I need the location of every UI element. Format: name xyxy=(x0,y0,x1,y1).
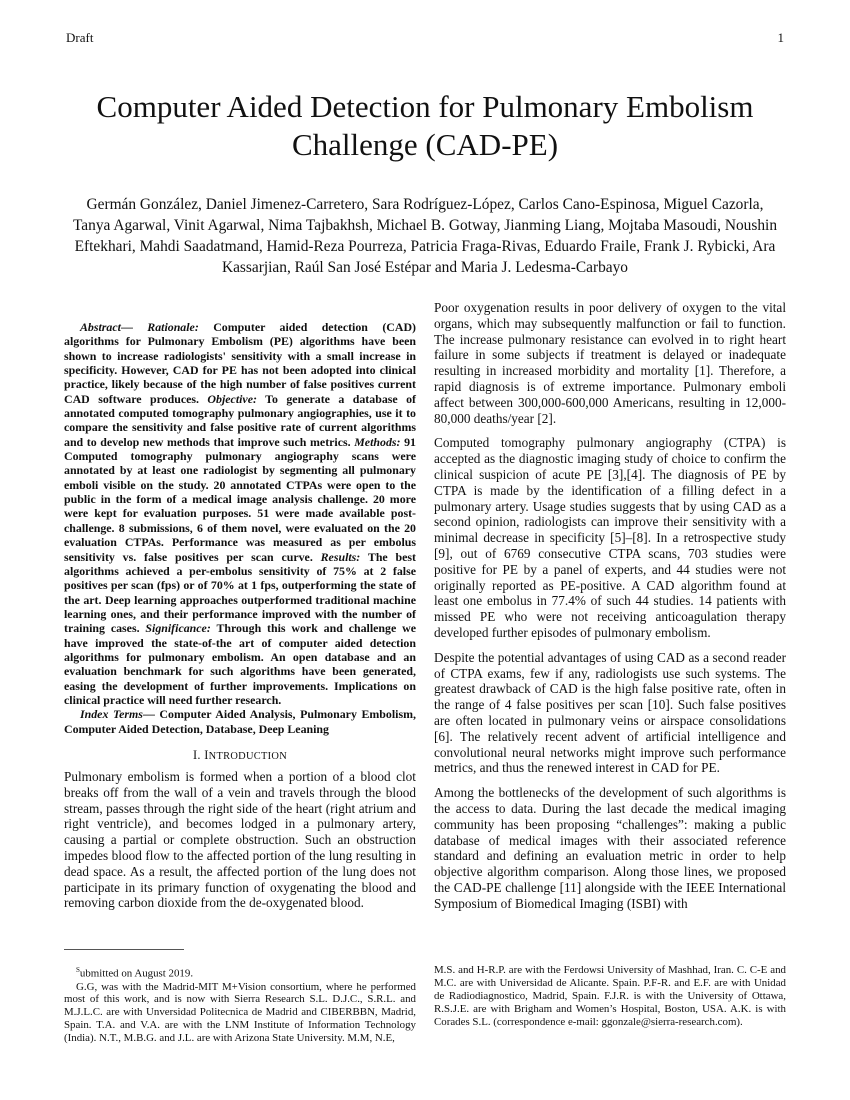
intro-paragraph: Pulmonary embolism is formed when a portion of a blood clot breaks off from the wall of a vein and travels through the blood stream, passes through the right side of the heart (right atrium and right ventricle), and becomes lodged in a pulmonary artery, causing a partial or complete obstruction. Such an obstruction impedes blood flow to the affected portion of the lung resulting in dead space. As a result, the affected portion of the lung does not participate in its primary function of oxygenating the blood and removing carbon dioxide from the de-oxygenated blood. xyxy=(64,768,416,911)
footnote-affiliations-continued: M.S. and H-R.P. are with the Ferdowsi University of Mashhad, Iran. C. C-E and M.C. are with Universidad de Alicante. Spain. P.F-R. and E.F. are with Unidad de Radiodiagnostico, Madrid, Spain. F.J.R. is with the University of Ottawa, R.S.J.E. are with Brigham and Women’s Hospital, Boston, USA. A.K. is with Corades S.L. (correspondence e-mail: ggonzale@sierra-research.com). xyxy=(434,964,786,1028)
section-first-letter: I xyxy=(204,747,209,762)
body-paragraph: Poor oxygenation results in poor delivery of oxygen to the vital organs, which may subsequently malfunction or fail to function. The increase pulmonary resistance can evolved in to right heart failure in some subjects if treatment is delayed or inadequate resulting in increased morbidity and mortality [1]. Therefore, a rapid diagnosis is of extreme importance. Pulmonary emboli affect between 300,000-600,000 Americans, resulting in 12,000-80,000 deaths/year [2]. xyxy=(434,300,786,426)
methods-label: Methods: xyxy=(354,434,401,449)
author-list: Germán González, Daniel Jimenez-Carretero, Sara Rodríguez-López, Carlos Cano-Espinosa, Miguel Cazorla, Tanya Agarwal, Vinit Agarwal, Nima Tajbakhsh, Michael B. Gotway, Jianming Liang, Mojtaba Masoudi, Noushin Eftekhari, Mahdi Saadatmand, Hamid-Reza Pourreza, Patricia Fraga-Rivas, Eduardo Fraile, Frank J. Rybicki, Ara Kassarjian, Raúl San José Estépar and Maria J. Ledesma-Carbayo xyxy=(72,196,778,276)
page-number: 1 xyxy=(777,30,784,45)
significance-text: Through this work and challenge we have improved the state-of-the art of computer aided detection algorithms for pulmonary embolism. An open database and an evaluation benchmark for such algorithms have been generated, easing the development of further improvements. Implications on clinical practice will need further research. xyxy=(64,621,416,707)
right-column xyxy=(434,300,786,920)
abstract xyxy=(64,320,416,707)
results-text: The best algorithms achieved a per-embolus sensitivity of 75% at 2 false positives per scan (fps) or of 70% at 1 fps, outperforming the state of the art. Deep learning approaches outperformed traditional machine learning ones, and their performance improved with the number of training cases. xyxy=(64,549,416,636)
section-numeral: I. xyxy=(192,747,205,762)
running-header-draft: Draft xyxy=(66,30,94,45)
rationale-text: Computer aided detection (CAD) algorithms for Pulmonary Embolism (PE) algorithms have been shown to increase radiologists' sensitivity with a small increase in specificity. However, CAD for PE has not been adopted into clinical practice, likely because of the high number of false positives current CAD software produces. xyxy=(64,320,416,406)
footnote-left xyxy=(64,964,416,1045)
body-paragraph: Among the bottlenecks of the development of such algorithms is the access to data. During the last decade the medical imaging community has been proposing “challenges”: making a public database of medical images with their associated reference standard and defining an evaluation metric in order to help objective algorithm comparison. Along those lines, we proposed the CAD-PE challenge [11] alongside with the IEEE International Symposium of Biomedical Imaging (ISBI) with xyxy=(434,785,786,911)
section-heading-introduction xyxy=(64,748,416,763)
abstract-dash: — xyxy=(120,320,148,334)
objective-label: Objective: xyxy=(207,391,257,406)
footnote-submitted xyxy=(64,964,416,981)
body-paragraph: Despite the potential advantages of using CAD as a second reader of CTPA exams, few if any, radiologists use such systems. The greatest drawback of CAD is the high false positive rate, often in the range of 4 false positives per scan [10]. Such false positives are often located in pulmonary veins or airspace consolidations [6]. The relatively recent advent of artificial intelligence and convolutional neural networks might improve such performance metrics, and thus the renewed interest in CAD for PE. xyxy=(434,649,786,776)
paper-title: Computer Aided Detection for Pulmonary Embolism Challenge (CAD-PE) xyxy=(96,89,754,162)
index-terms-label: Index Terms xyxy=(80,707,143,722)
footnote-rule xyxy=(64,949,184,950)
footnote-right xyxy=(434,964,786,1029)
significance-label: Significance: xyxy=(145,621,211,636)
footnote-submitted-text: ubmitted on August 2019. xyxy=(79,967,194,980)
section-title-rest: NTRODUCTION xyxy=(208,750,287,762)
objective-text: To generate a database of annotated computed tomography pulmonary angiographies, use it to compare the sensitivity and false positive rate of current algorithms and to develop new methods that improve such metrics. xyxy=(64,391,416,449)
body-paragraph: Computed tomography pulmonary angiography (CTPA) is accepted as the diagnostic imaging study of choice to confirm the clinical suspicion of acute PE [3],[4]. The diagnosis of PE by CTPA is made by the identification of a filling defect in a pulmonary artery. Usage studies suggests that by using CAD as a second opinion, radiologists can improve their sensitivity with a minimal decrease in specificity [5]–[8]. In a retrospective study [9], out of 6769 consecutive CTPA scans, 703 studies were positive for PE by a panel of experts, and 44 studies were not originally reported as PE-positive. A CAD algorithm found at least one embolus in 77.4% of such 44 studies. 14 patients with missed PE who were not receiving anticoagulation therapy developed further episodes of pulmonary embolism. xyxy=(434,435,786,640)
abstract-label: Abstract xyxy=(80,320,121,334)
footnote-marker: S xyxy=(76,966,80,974)
index-terms-dash: — xyxy=(142,707,160,722)
footnote-affiliations: G.G, was with the Madrid-MIT M+Vision consortium, where he performed most of this work, and is now with Sierra Research S.L. D.J.C., S.R.L. and M.J.L.C. are with Unversidad Politecnica de Madrid and CIBERBBN, Madrid, Spain. T.A. and V.A. are with the LNM Institute of Information Technology (India). N.T., M.B.G. and J.L. are with Arizona State University. M.M, N.E, xyxy=(64,980,416,1045)
methods-text: 91 Computed tomography pulmonary angiography scans were annotated by at least one radiologist by segmenting all pulmonary emboli visible on the study. 20 annotated CTPAs were open to the public in the form of a medical image analysis challenge. 20 more were kept for evaluation purposes. 51 were made available post-challenge. 8 submissions, 6 of them novel, were evaluated on the 20 evaluation CTPAs. Performance was measured as per embolus sensitivity vs. false positives per scan curve. xyxy=(64,434,416,564)
index-terms-text: Computer Aided Analysis, Pulmonary Embolism, Computer Aided Detection, Database, Deep Leaning xyxy=(64,707,416,736)
index-terms xyxy=(64,707,416,736)
results-label: Results: xyxy=(320,549,361,564)
rationale-label: Rationale: xyxy=(147,320,199,334)
left-column xyxy=(64,320,416,911)
